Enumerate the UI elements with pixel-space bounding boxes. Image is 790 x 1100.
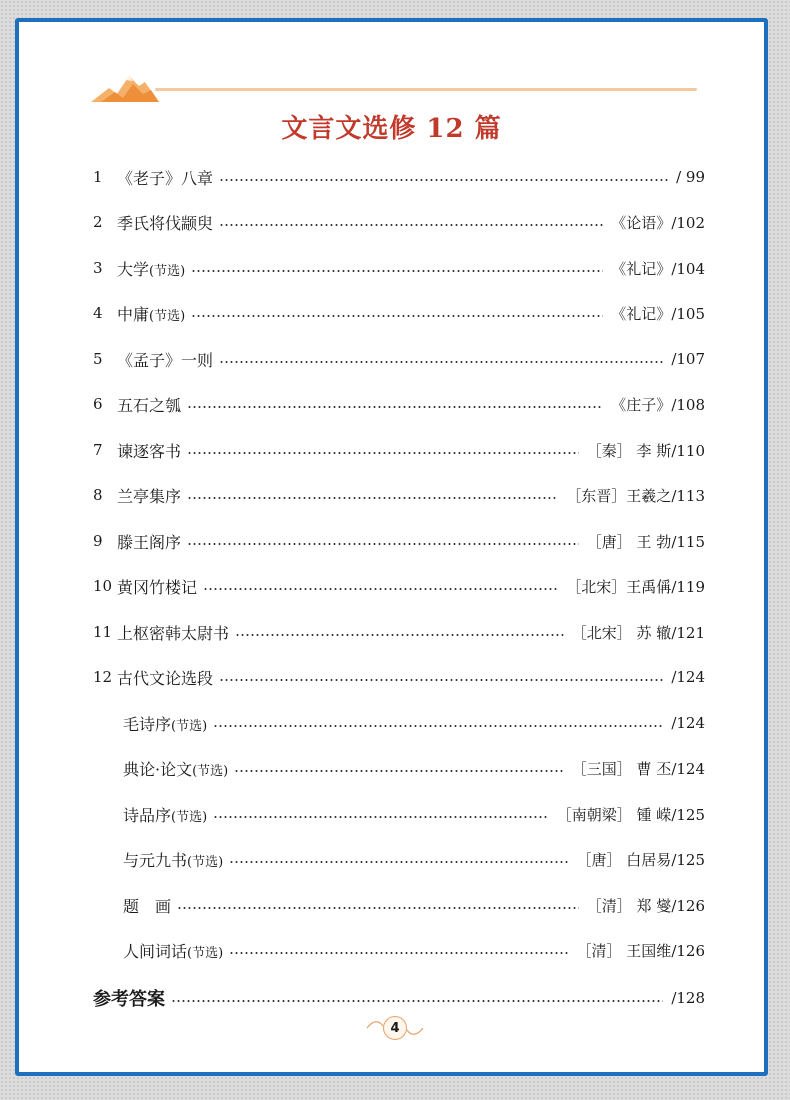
toc-row-12[interactable]: 12 古代文论选段 /124	[93, 668, 705, 688]
leader-dots	[219, 224, 603, 226]
leader-dots	[187, 543, 579, 545]
leader-dots	[171, 1000, 663, 1002]
leader-dots	[219, 361, 663, 363]
leader-dots	[191, 315, 603, 317]
leader-dots	[213, 725, 663, 727]
toc-subrow-6[interactable]: 人间词话(节选) ［清］ 王国维/126	[123, 941, 705, 961]
leader-dots	[235, 634, 564, 636]
toc-row-2[interactable]: 2 季氏将伐颛臾 《论语》/102	[93, 213, 705, 233]
toc-subrow-4[interactable]: 与元九书(节选) ［唐］ 白居易/125	[123, 850, 705, 870]
leader-dots	[219, 679, 663, 681]
leader-dots	[177, 907, 579, 909]
leader-dots	[187, 452, 579, 454]
leader-dots	[234, 770, 564, 772]
leader-dots	[187, 406, 603, 408]
leader-dots	[213, 816, 549, 818]
toc-row-7[interactable]: 7 谏逐客书 ［秦］ 李 斯/110	[93, 441, 705, 461]
header-rule	[155, 88, 697, 91]
page	[15, 18, 768, 1076]
leader-dots	[229, 952, 568, 954]
toc-row-5[interactable]: 5 《孟子》一则 /107	[93, 350, 705, 370]
mountain-ornament-icon	[91, 68, 161, 104]
toc-row-10[interactable]: 10 黄冈竹楼记 ［北宋］王禹偁/119	[93, 577, 705, 597]
page-title: 文言文选修 12 篇	[281, 114, 502, 144]
toc-subrow-3[interactable]: 诗品序(节选) ［南朝梁］ 锺 嵘/125	[123, 805, 705, 825]
toc-row-9[interactable]: 9 滕王阁序 ［唐］ 王 勃/115	[93, 532, 705, 552]
toc-row-11[interactable]: 11 上枢密韩太尉书 ［北宋］ 苏 辙/121	[93, 623, 705, 643]
toc-subrow-1[interactable]: 毛诗序(节选) /124	[123, 714, 705, 734]
page-number: 4	[383, 1016, 407, 1040]
toc-row-6[interactable]: 6 五石之瓠 《庄子》/108	[93, 395, 705, 415]
leader-dots	[229, 861, 568, 863]
toc-row-3[interactable]: 3 大学(节选) 《礼记》/104	[93, 259, 705, 279]
toc-row-answers[interactable]: 参考答案 /128	[93, 989, 705, 1010]
toc-row-4[interactable]: 4 中庸(节选) 《礼记》/105	[93, 304, 705, 324]
toc-subrow-5[interactable]: 题 画 ［清］ 郑 燮/126	[123, 896, 705, 916]
leader-dots	[191, 270, 603, 272]
toc-subrow-2[interactable]: 典论·论文(节选) ［三国］ 曹 丕/124	[123, 759, 705, 779]
leader-dots	[187, 497, 558, 499]
toc-row-8[interactable]: 8 兰亭集序 ［东晋］王羲之/113	[93, 486, 705, 506]
toc-row-1[interactable]: 1 《老子》八章 / 99	[93, 168, 705, 188]
leader-dots	[203, 588, 558, 590]
leader-dots	[219, 179, 668, 181]
